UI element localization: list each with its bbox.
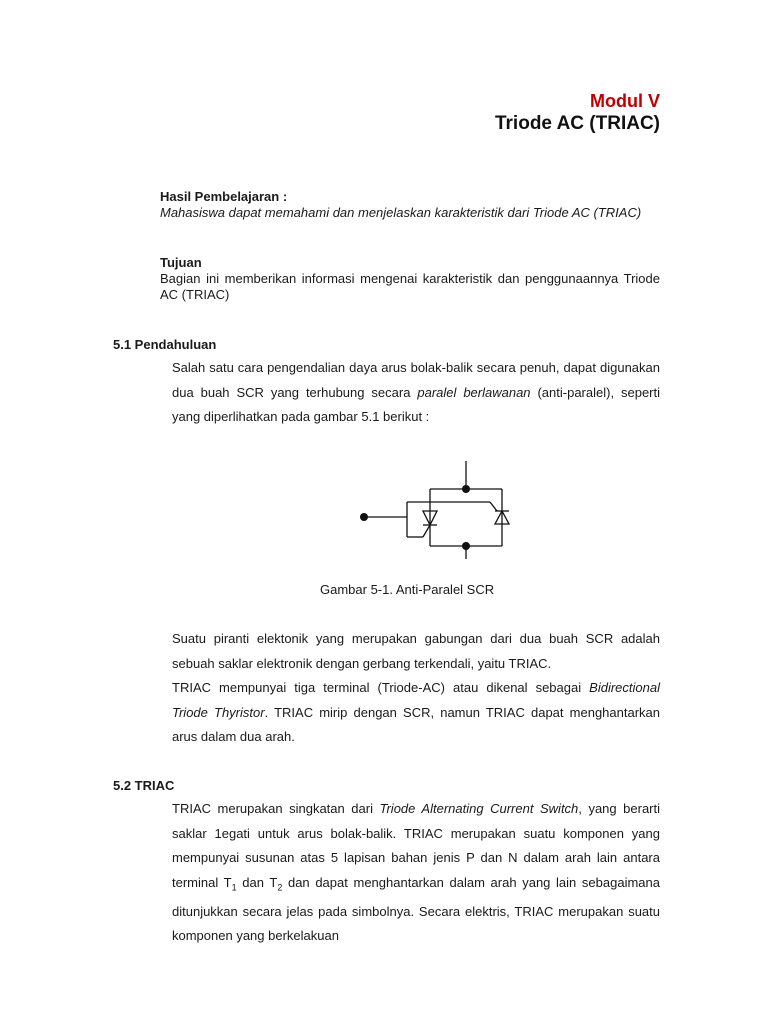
text-run: dan dapat menghantarkan dalam arah yang lain sebagaimana ditunjukkan secara jelas pada simbolnya. Secara elektris, TRIAC merupakan suatu komponen yang berkelakuan <box>172 874 660 944</box>
subscript-1: 1 <box>231 882 237 893</box>
paragraph-triac <box>172 797 660 949</box>
text-run: Suatu piranti elektonik yang merupakan gabungan dari dua buah SCR adalah sebuah saklar elektronik dengan gerbang terkendali, yaitu TRIAC. <box>172 631 660 671</box>
module-header <box>495 90 660 136</box>
top-terminal-dot <box>462 485 470 493</box>
learning-outcomes-text: Mahasiswa dapat memahami dan menjelaskan karakteristik dari Triode AC (TRIAC) <box>160 205 642 220</box>
text-run: . TRIAC mirip dengan SCR, namun TRIAC dapat menghantarkan arus dalam dua arah. <box>172 704 660 744</box>
paragraph-triac-def <box>172 627 660 750</box>
gate-terminal-dot <box>360 513 368 521</box>
paragraph-intro <box>172 356 660 430</box>
learning-outcomes-heading: Hasil Pembelajaran : <box>160 189 288 204</box>
text-run: TRIAC mempunyai tiga terminal (Triode-AC) atau dikenal sebagai <box>172 680 590 695</box>
italic-term: Bidirectional Triode Thyristor <box>172 680 660 720</box>
text-run: , yang berarti saklar 1egati untuk arus bolak-balik. TRIAC merupakan suatu komponen yang mempunyai susunan atas 5 lapisan bahan jenis P dan N dalam arah lain antara terminal T <box>172 801 661 890</box>
italic-term: Triode Alternating Current Switch <box>379 801 579 816</box>
goal-block <box>160 255 660 303</box>
module-number: Modul V <box>590 91 660 111</box>
bottom-terminal-dot <box>462 542 470 550</box>
gate-right <box>490 502 497 511</box>
text-run: Salah satu cara pengendalian daya arus bolak-balik secara penuh, dapat digunakan dua buah SCR yang terhubung secara <box>172 360 660 400</box>
text-run: TRIAC merupakan singkatan dari <box>172 801 380 816</box>
text-run: dan T <box>236 874 278 890</box>
anti-parallel-scr-diagram <box>350 455 520 565</box>
figure-caption: Gambar 5-1. Anti-Paralel SCR <box>320 582 495 597</box>
learning-outcomes <box>160 189 660 221</box>
section-heading-5-1: 5.1 Pendahuluan <box>113 337 217 352</box>
italic-term: paralel berlawanan <box>417 384 531 400</box>
subscript-2: 2 <box>277 882 283 893</box>
goal-text: Bagian ini memberikan informasi mengenai karakteristik dan penggunaannya Triode AC (TRIAC) <box>160 271 660 302</box>
goal-heading: Tujuan <box>160 255 202 270</box>
gate-left <box>423 525 430 537</box>
text-run: (anti-paralel), seperti yang diperlihatkan pada gambar 5.1 berikut : <box>172 384 660 424</box>
module-title: Triode AC (TRIAC) <box>494 113 660 134</box>
section-heading-5-2: 5.2 TRIAC <box>113 778 175 793</box>
